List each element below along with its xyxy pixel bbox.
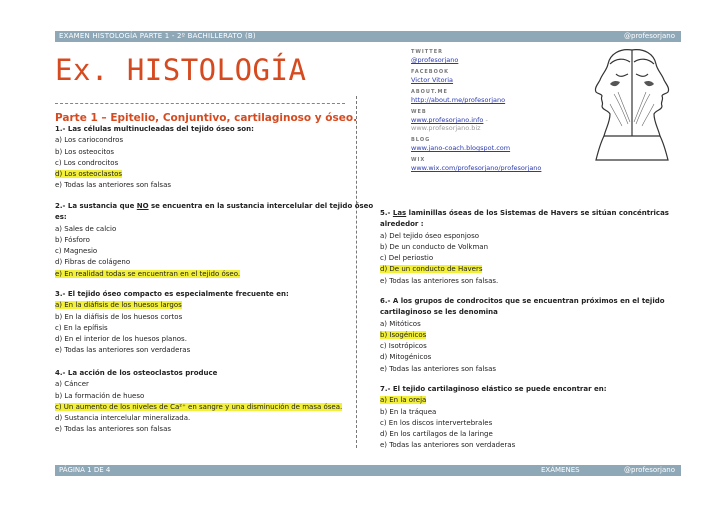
header-bar [55, 31, 681, 42]
title-divider [55, 103, 345, 104]
option: b) En la tráquea [380, 407, 437, 416]
option-correct: b) Isogénicos [380, 330, 427, 339]
option-correct: c) Un aumento de los niveles de Ca²⁺ en sangre y una disminución de masa ósea. [55, 402, 343, 411]
question-6 [380, 296, 665, 375]
option: e) Todas las anteriores son verdaderas [380, 441, 516, 450]
option: c) Isotrópicos [380, 342, 427, 351]
option-correct: a) En la oreja [380, 396, 427, 405]
web-link-2[interactable]: www.profesorjano.biz [411, 124, 481, 132]
header-title: EXAMEN HISTOLOGÍA PARTE 1 - 2º BACHILLERATO (B) [59, 32, 256, 40]
question-7 [380, 384, 607, 452]
option: e) Todas las anteriores son verdaderas [55, 346, 191, 355]
footer-handle: @profesorjano [624, 466, 675, 474]
wix-link[interactable]: www.wix.com/profesorjano/profesorjano [411, 164, 542, 172]
question-text: 7.- El tejido cartilaginoso elástico se puede encontrar en: [380, 385, 607, 393]
page-number: PÁGINA 1 DE 4 [59, 466, 111, 474]
option: a) Cáncer [55, 380, 89, 389]
option: d) Mitogénicos [380, 353, 432, 362]
web-link[interactable]: www.profesorjano.info [411, 116, 484, 124]
option: b) En la diáfisis de los huesos cortos [55, 312, 183, 321]
question-text: 6.- A los grupos de condrocitos que se encuentran próximos en el tejido [380, 297, 665, 305]
contact-label: WIX [411, 157, 426, 163]
aboutme-link[interactable]: http://about.me/profesorjano [411, 96, 506, 104]
option: c) En la epífisis [55, 323, 108, 332]
option-correct: a) En la diáfisis de los huesos largos [55, 301, 182, 310]
contact-label: FACEBOOK [411, 69, 449, 75]
option: a) Sales de calcio [55, 224, 117, 233]
option: e) Todas las anteriores son falsas [55, 425, 172, 434]
twitter-link[interactable]: @profesorjano [411, 56, 459, 64]
option: c) En los discos intervertebrales [380, 418, 493, 427]
option: b) Fósforo [55, 235, 90, 244]
contact-label: BLOG [411, 137, 431, 143]
option: b) La formación de hueso [55, 391, 145, 400]
part-heading: Parte 1 – Epitelio, Conjuntivo, cartilaginoso y óseo. [55, 112, 358, 124]
option: b) De un conducto de Volkman [380, 242, 489, 251]
question-text-cont: es: [55, 213, 67, 222]
janus-head-illustration [580, 44, 685, 162]
question-text: 1.- Las células multinucleadas del tejido óseo son: [55, 125, 254, 133]
contact-label: ABOUT.ME [411, 89, 448, 95]
option: d) Fibras de colágeno [55, 258, 131, 267]
question-text: 4.- La acción de los osteoclastos produce [55, 369, 218, 377]
question-text: 5.- Las laminillas óseas de los Sistemas de Havers se sitúan concéntricas [380, 209, 669, 217]
header-handle: @profesorjano [624, 32, 675, 40]
question-text: 3.- El tejido óseo compacto es especialmente frecuente en: [55, 290, 289, 298]
contact-list: TWITTER @profesorjano FACEBOOK Victor Vitoria ABOUT.ME http://about.me/profesorjano WEB www.profesorjano.info - www.profesorjano.biz BLOG www.jano-coach.blogspot.com WIX www.wix.com/profesorjano/profesorjano [411, 49, 542, 172]
option-correct: d) Los osteoclastos [55, 170, 122, 179]
option: e) Todas las anteriores son falsas [380, 364, 497, 373]
option: a) Los cariocondros [55, 136, 124, 145]
contact-label: TWITTER [411, 49, 443, 55]
option-correct: e) En realidad todas se encuentran en el tejido óseo. [55, 269, 241, 278]
facebook-link[interactable]: Victor Vitoria [411, 76, 454, 84]
option: c) Los condrocitos [55, 158, 119, 167]
contact-label: WEB [411, 109, 427, 115]
question-2 [55, 201, 373, 280]
question-1 [55, 124, 254, 192]
page-title: Ex. HISTOLOGÍA [55, 53, 307, 87]
question-3 [55, 289, 289, 357]
question-text: 2.- La sustancia que NO se encuentra en la sustancia intercelular del tejido óseo [55, 202, 374, 210]
question-text-cont: alrededor : [380, 220, 424, 229]
footer-bar [55, 465, 681, 476]
question-text-cont: cartilaginoso se les denomina [380, 308, 498, 317]
option: d) En el interior de los huesos planos. [55, 335, 187, 344]
blog-link[interactable]: www.jano-coach.blogspot.com [411, 144, 511, 152]
option: c) Del periostio [380, 254, 434, 263]
option: a) Mitóticos [380, 319, 421, 328]
question-4 [55, 368, 342, 436]
option: c) Magnesio [55, 247, 98, 256]
option-correct: d) De un conducto de Havers [380, 265, 483, 274]
option: e) Todas las anteriores son falsas. [380, 276, 499, 285]
option: a) Del tejido óseo esponjoso [380, 231, 480, 240]
footer-section: EXÁMENES [541, 466, 580, 474]
question-5 [380, 208, 669, 287]
option: d) Sustancia intercelular mineralizada. [55, 414, 191, 423]
option: d) En los cartílagos de la laringe [380, 430, 493, 439]
option: b) Los osteocitos [55, 147, 115, 156]
option: e) Todas las anteriores son falsas [55, 181, 172, 190]
